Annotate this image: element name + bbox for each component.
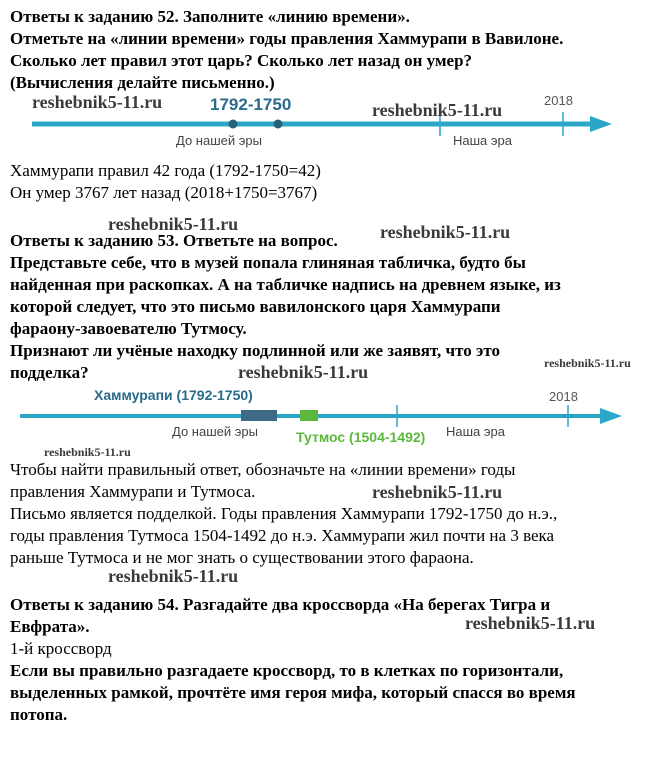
task53-answer1: Чтобы найти правильный ответ, обозначьте на «линии времени» годы [10, 460, 516, 479]
task54-heading2: Евфрата». [10, 617, 90, 636]
timeline-1-year-label: 2018 [544, 93, 573, 108]
watermark: reshebnik5-11.ru [544, 356, 631, 370]
task52-line2: Сколько лет правил этот царь? Сколько лет назад он умер? [10, 51, 473, 70]
watermark: reshebnik5-11.ru [238, 362, 369, 382]
timeline-2-bc-label: До нашей эры [172, 424, 258, 439]
task54-line1: Если вы правильно разгадаете кроссворд, то в клетках по горизонтали, [10, 661, 564, 680]
task53-line2: найденная при раскопках. А на табличке надпись на древнем языке, из [10, 275, 561, 294]
task52-line3: (Вычисления делайте письменно.) [10, 73, 275, 92]
watermark: reshebnik5-11.ru [372, 100, 503, 120]
timeline-2-ad-label: Наша эра [446, 424, 505, 439]
task53-answer4: годы правления Тутмоса 1504-1492 до н.э. Хаммурапи жил почти на 3 века [10, 526, 555, 545]
watermark: reshebnik5-11.ru [44, 445, 131, 459]
task53-answer3: Письмо является подделкой. Годы правления Хаммурапи 1792-1750 до н.э., [10, 504, 558, 523]
task53-heading: Ответы к заданию 53. Ответьте на вопрос. [10, 231, 338, 250]
timeline-1-bc-label: До нашей эры [176, 133, 262, 148]
watermark: reshebnik5-11.ru [108, 566, 239, 586]
task53-line1: Представьте себе, что в музей попала глиняная табличка, будто бы [10, 253, 526, 272]
task52-answer1: Хаммурапи правил 42 года (1792-1750=42) [10, 161, 321, 180]
watermark: reshebnik5-11.ru [372, 482, 503, 502]
watermark: reshebnik5-11.ru [32, 92, 163, 112]
timeline-2-year-label: 2018 [549, 389, 578, 404]
timeline-1-ad-label: Наша эра [453, 133, 512, 148]
task53-answer2: правления Хаммурапи и Тутмоса. [10, 482, 256, 501]
task54-line3: потопа. [10, 705, 68, 724]
tutmos-reign-bar [300, 410, 318, 421]
task53-answer5: раньше Тутмоса и не мог знать о существовании этого фараона. [10, 548, 474, 567]
task52-line1: Отметьте на «линии времени» годы правления Хаммурапи в Вавилоне. [10, 29, 564, 48]
task52-answer2: Он умер 3767 лет назад (2018+1750=3767) [10, 183, 318, 202]
task53-line3: которой следует, что это письмо вавилонского царя Хаммурапи [10, 297, 501, 316]
watermark: reshebnik5-11.ru [465, 613, 596, 633]
timeline-1-range-label: 1792-1750 [210, 95, 292, 114]
timeline-1-point-start [229, 120, 238, 129]
task54-heading: Ответы к заданию 54. Разгадайте два кроссворда «На берегах Тигра и [10, 595, 551, 614]
hammurapi-reign-bar [241, 410, 277, 421]
timeline-1-axis [32, 122, 594, 127]
task54-sub: 1-й кроссворд [10, 639, 112, 658]
hammurapi-label: Хаммурапи (1792-1750) [94, 387, 253, 403]
task53-line4: фараону-завоевателю Тутмосу. [10, 319, 247, 338]
task52-heading: Ответы к заданию 52. Заполните «линию времени». [10, 7, 410, 26]
timeline-1-point-end [274, 120, 283, 129]
task53-line6: подделка? [10, 363, 89, 382]
task54-line2: выделенных рамкой, прочтёте имя героя мифа, который спасся во время [10, 683, 576, 702]
task53-line5: Признают ли учёные находку подлинной или же заявят, что это [10, 341, 500, 360]
tutmos-label: Тутмос (1504-1492) [296, 429, 426, 445]
watermark: reshebnik5-11.ru [108, 214, 239, 234]
watermark: reshebnik5-11.ru [380, 222, 511, 242]
timeline-2 [0, 383, 660, 448]
